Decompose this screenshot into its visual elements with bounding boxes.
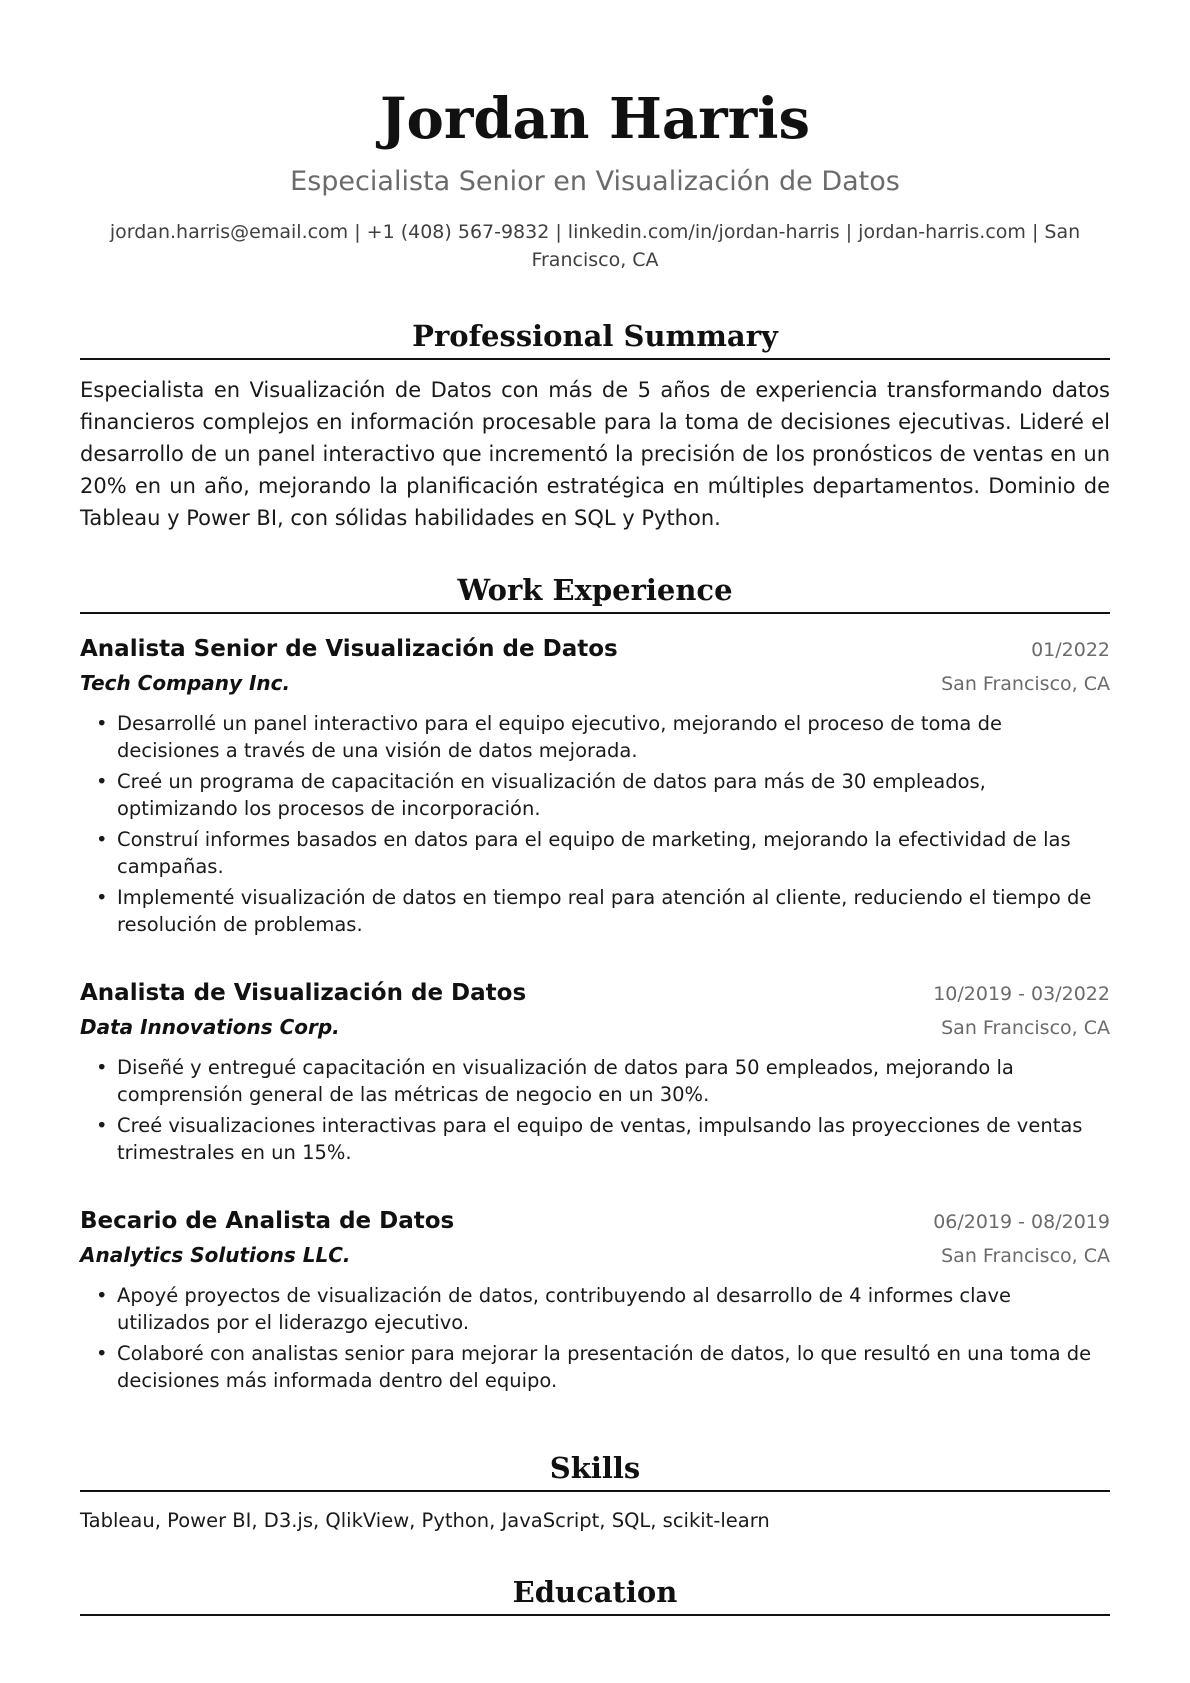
- job-bullet-text: Creé un programa de capacitación en visualización de datos para más de 30 empleados, optimizando los procesos de incorporación.: [117, 770, 986, 820]
- bullet-icon: •: [96, 1284, 108, 1307]
- job-location: San Francisco, CA: [941, 1017, 1110, 1039]
- work-experience-heading: Work Experience: [80, 572, 1110, 614]
- job-title-row: [80, 632, 1110, 666]
- job-bullet-list: [80, 1054, 1110, 1166]
- bullet-icon: •: [96, 1114, 108, 1137]
- summary-text: Especialista en Visualización de Datos con más de 5 años de experiencia transformando datos financieros complejos en información procesable para la toma de decisiones ejecutivas. Lideré el desarrollo de un panel interactivo que incrementó la precisión de los pronósticos de ventas en un 20% en un año, mejorando la planificación estratégica en múltiples departamentos. Dominio de Tableau y Power BI, con sólidas habilidades en SQL y Python.: [80, 378, 1110, 530]
- job-company: Data Innovations Corp.: [80, 1015, 340, 1039]
- job-location: San Francisco, CA: [941, 673, 1110, 695]
- job-entry: [80, 1204, 1110, 1394]
- job-entry: [80, 976, 1110, 1166]
- job-bullet-text: Creé visualizaciones interactivas para el equipo de ventas, impulsando las proyecciones de ventas trimestrales en un 15%.: [117, 1114, 1083, 1164]
- job-bullet: [80, 1282, 1110, 1336]
- job-bullet-text: Apoyé proyectos de visualización de datos, contribuyendo al desarrollo de 4 informes clave utilizados por el liderazgo ejecutivo.: [117, 1284, 1011, 1334]
- job-date: 10/2019 - 03/2022: [933, 983, 1110, 1005]
- job-bullet: [80, 1112, 1110, 1166]
- education-heading: Education: [80, 1574, 1110, 1616]
- job-title: Analista Senior de Visualización de Datos: [80, 636, 618, 662]
- job-title-row: [80, 1204, 1110, 1238]
- job-title-row: [80, 976, 1110, 1010]
- job-location: San Francisco, CA: [941, 1245, 1110, 1267]
- summary-section: [80, 318, 1110, 534]
- resume-header: [80, 0, 1110, 274]
- bullet-icon: •: [96, 1342, 108, 1365]
- candidate-name: Jordan Harris: [379, 86, 810, 152]
- job-title: Becario de Analista de Datos: [80, 1208, 455, 1234]
- job-company: Tech Company Inc.: [80, 671, 291, 695]
- education-section: [80, 1574, 1110, 1616]
- job-company-row: [80, 666, 1110, 700]
- job-bullet-list: [80, 710, 1110, 938]
- job-entry: [80, 632, 1110, 938]
- bullet-icon: •: [96, 770, 108, 793]
- bullet-icon: •: [96, 886, 108, 909]
- job-bullet: [80, 884, 1110, 938]
- skills-heading: Skills: [80, 1450, 1110, 1492]
- job-bullet: [80, 1340, 1110, 1394]
- bullet-icon: •: [96, 712, 108, 735]
- skills-text: Tableau, Power BI, D3.js, QlikView, Python, JavaScript, SQL, scikit-learn: [80, 1509, 770, 1532]
- job-bullet-text: Diseñé y entregué capacitación en visualización de datos para 50 empleados, mejorando la comprensión general de las métricas de negocio en un 30%.: [117, 1056, 1014, 1106]
- bullet-icon: •: [96, 1056, 108, 1079]
- job-bullet-list: [80, 1282, 1110, 1394]
- candidate-title: Especialista Senior en Visualización de Datos: [290, 166, 900, 197]
- job-bullet: [80, 826, 1110, 880]
- job-date: 06/2019 - 08/2019: [933, 1211, 1110, 1233]
- job-company: Analytics Solutions LLC.: [80, 1243, 351, 1267]
- job-title: Analista de Visualización de Datos: [80, 980, 527, 1006]
- job-bullet-text: Implementé visualización de datos en tiempo real para atención al cliente, reduciendo el tiempo de resolución de problemas.: [117, 886, 1092, 936]
- contact-line: jordan.harris@email.com | +1 (408) 567-9832 | linkedin.com/in/jordan-harris | jordan-harris.com | San Francisco, CA: [109, 221, 1081, 271]
- job-bullet-text: Colaboré con analistas senior para mejorar la presentación de datos, lo que resultó en una toma de decisiones más informada dentro del equipo.: [117, 1342, 1092, 1392]
- work-experience-section: [80, 572, 1110, 1394]
- job-bullet: [80, 768, 1110, 822]
- job-bullet-text: Construí informes basados en datos para el equipo de marketing, mejorando la efectividad de las campañas.: [117, 828, 1071, 878]
- job-bullet: [80, 1054, 1110, 1108]
- job-company-row: [80, 1010, 1110, 1044]
- job-date: 01/2022: [1031, 639, 1110, 661]
- summary-heading: Professional Summary: [80, 318, 1110, 360]
- job-company-row: [80, 1238, 1110, 1272]
- job-bullet-text: Desarrollé un panel interactivo para el equipo ejecutivo, mejorando el proceso de toma de decisiones a través de una visión de datos mejorada.: [117, 712, 1002, 762]
- job-bullet: [80, 710, 1110, 764]
- skills-section: [80, 1450, 1110, 1536]
- bullet-icon: •: [96, 828, 108, 851]
